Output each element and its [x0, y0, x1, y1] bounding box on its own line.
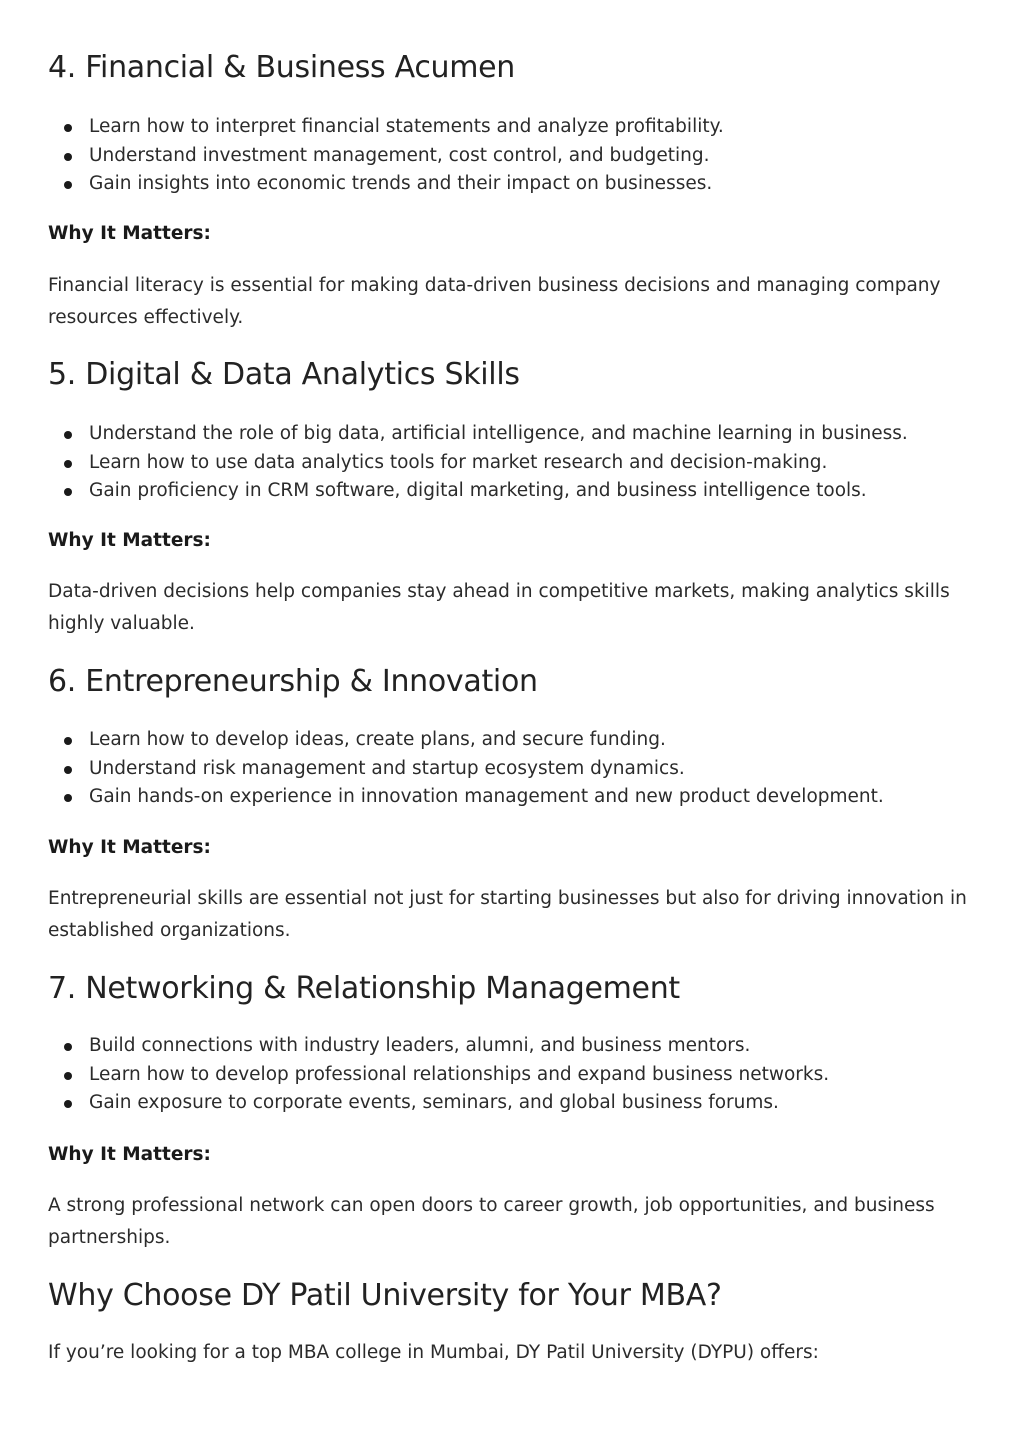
why-it-matters-label: Why It Matters: [48, 223, 211, 244]
bullet-icon [64, 460, 72, 468]
why-it-matters-text: Entrepreneurial skills are essential not just for starting businesses but also for driving innovation in established organizations. [48, 888, 967, 941]
why-it-matters-label: Why It Matters: [48, 837, 211, 858]
bullet-icon [64, 737, 72, 745]
list-item: Learn how to interpret financial statements and analyze profitability. [48, 113, 978, 142]
bullet-icon [64, 1043, 72, 1051]
list-item: Learn how to use data analytics tools for market research and decision-making. [48, 449, 978, 478]
list-item: Build connections with industry leaders, alumni, and business mentors. [48, 1032, 978, 1061]
why-it-matters-text: A strong professional network can open doors to career growth, job opportunities, and business partnerships. [48, 1195, 935, 1248]
list-item: Understand investment management, cost control, and budgeting. [48, 142, 978, 171]
list-item: Understand risk management and startup ecosystem dynamics. [48, 755, 978, 784]
bullet-icon [64, 1072, 72, 1080]
list-item: Learn how to develop professional relationships and expand business networks. [48, 1061, 978, 1090]
section-heading-financial: 4. Financial & Business Acumen [48, 50, 516, 85]
bullet-list-networking [48, 1032, 978, 1118]
section-heading-networking: 7. Networking & Relationship Management [48, 971, 680, 1006]
list-item: Gain proficiency in CRM software, digital marketing, and business intelligence tools. [48, 477, 978, 506]
why-it-matters-label: Why It Matters: [48, 1144, 211, 1165]
bullet-icon [64, 124, 72, 132]
intro-text: If you’re looking for a top MBA college in Mumbai, DY Patil University (DYPU) offers: [48, 1342, 819, 1363]
list-item: Gain exposure to corporate events, seminars, and global business forums. [48, 1089, 978, 1118]
why-it-matters-text: Financial literacy is essential for making data-driven business decisions and managing company resources effectively. [48, 275, 941, 328]
bullet-list-digital [48, 420, 978, 506]
bullet-icon [64, 766, 72, 774]
bullet-icon [64, 794, 72, 802]
section-heading-digital: 5. Digital & Data Analytics Skills [48, 357, 520, 392]
list-item: Gain insights into economic trends and their impact on businesses. [48, 170, 978, 199]
bullet-icon [64, 431, 72, 439]
bullet-icon [64, 488, 72, 496]
list-item: Understand the role of big data, artificial intelligence, and machine learning in business. [48, 420, 978, 449]
bullet-list-financial [48, 113, 978, 199]
bullet-icon [64, 153, 72, 161]
why-it-matters-label: Why It Matters: [48, 530, 211, 551]
section-heading-why-choose-dypu: Why Choose DY Patil University for Your MBA? [48, 1278, 722, 1313]
bullet-list-entrepreneurship [48, 726, 978, 812]
list-item: Learn how to develop ideas, create plans, and secure funding. [48, 726, 978, 755]
list-item: Gain hands-on experience in innovation management and new product development. [48, 783, 978, 812]
why-it-matters-text: Data-driven decisions help companies stay ahead in competitive markets, making analytics skills highly valuable. [48, 581, 950, 634]
bullet-icon [64, 181, 72, 189]
section-heading-entrepreneurship: 6. Entrepreneurship & Innovation [48, 664, 538, 699]
bullet-icon [64, 1100, 72, 1108]
